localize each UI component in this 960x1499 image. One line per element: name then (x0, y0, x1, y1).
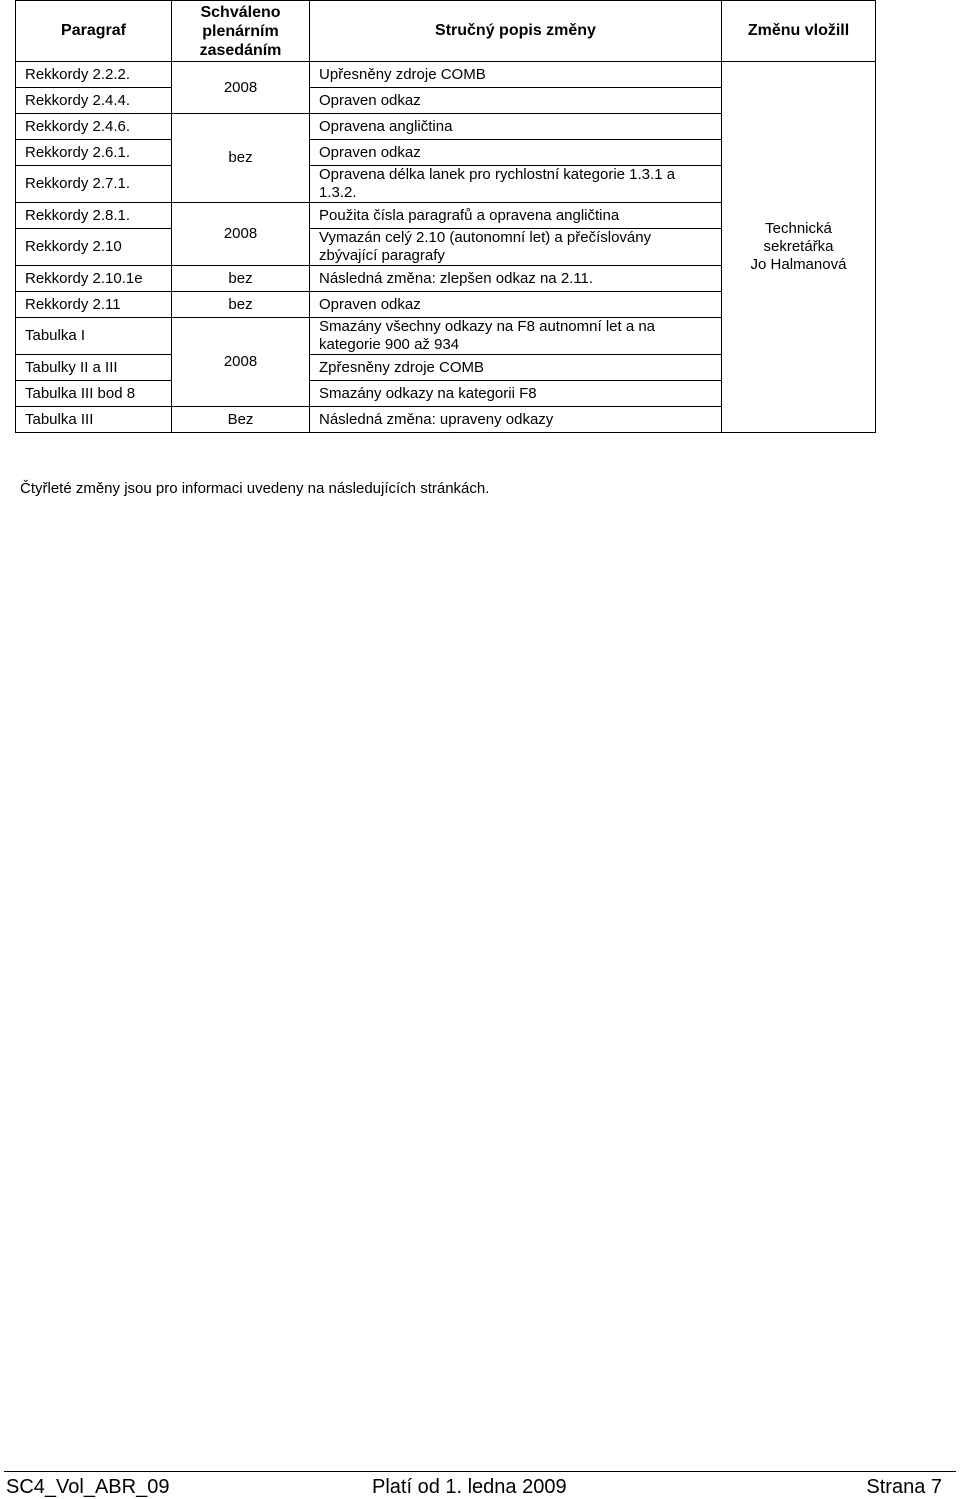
description-cell: Následná změna: upraveny odkazy (310, 407, 722, 433)
paragraph-cell: Rekkordy 2.7.1. (16, 166, 172, 203)
paragraph-cell: Rekkordy 2.11 (16, 292, 172, 318)
description-cell: Použita čísla paragrafů a opravena angličtina (310, 203, 722, 229)
header-approved-line: plenárním (202, 22, 279, 40)
paragraph-cell: Tabulka III (16, 407, 172, 433)
paragraph-cell: Tabulky II a III (16, 355, 172, 381)
header-approved-line: Schváleno (200, 3, 281, 21)
author-line: Jo Halmanová (750, 256, 847, 273)
table-row (16, 62, 876, 88)
approved-cell: bez (172, 266, 310, 292)
footer-valid-from: Platí od 1. ledna 2009 (372, 1476, 567, 1498)
note-text: Čtyřleté změny jsou pro informaci uvedeny na následujících stránkách. (20, 480, 490, 497)
description-cell: Opravena délka lanek pro rychlostní kategorie 1.3.1 a 1.3.2. (310, 166, 722, 203)
description-cell: Vymazán celý 2.10 (autonomní let) a přečíslovány zbývající paragrafy (310, 229, 722, 266)
description-cell: Upřesněny zdroje COMB (310, 62, 722, 88)
approved-cell: 2008 (172, 318, 310, 407)
approved-cell: 2008 (172, 62, 310, 114)
description-cell: Opraven odkaz (310, 88, 722, 114)
paragraph-cell: Tabulka III bod 8 (16, 381, 172, 407)
header-approved-line: zasedáním (199, 41, 282, 59)
approved-cell: Bez (172, 407, 310, 433)
description-cell: Zpřesněny zdroje COMB (310, 355, 722, 381)
author-line: sekretářka (763, 238, 834, 255)
description-cell: Smazány všechny odkazy na F8 autnomní let a na kategorie 900 až 934 (310, 318, 722, 355)
approved-cell: 2008 (172, 203, 310, 266)
description-cell: Opraven odkaz (310, 140, 722, 166)
paragraph-cell: Rekkordy 2.10.1e (16, 266, 172, 292)
footer-divider (4, 1471, 956, 1472)
paragraph-cell: Rekkordy 2.4.6. (16, 114, 172, 140)
footer-document-id: SC4_Vol_ABR_09 (6, 1476, 170, 1498)
paragraph-cell: Tabulka I (16, 318, 172, 355)
description-cell: Následná změna: zlepšen odkaz na 2.11. (310, 266, 722, 292)
description-cell: Opravena angličtina (310, 114, 722, 140)
header-paragraph: Paragraf (16, 1, 172, 62)
header-approved (172, 1, 310, 62)
paragraph-cell: Rekkordy 2.4.4. (16, 88, 172, 114)
footer-page-number: Strana 7 (866, 1476, 942, 1498)
header-description: Stručný popis změny (310, 1, 722, 62)
description-cell: Smazány odkazy na kategorii F8 (310, 381, 722, 407)
paragraph-cell: Rekkordy 2.2.2. (16, 62, 172, 88)
approved-cell: bez (172, 114, 310, 203)
amendments-table (15, 0, 876, 433)
table-header-row (16, 1, 876, 62)
paragraph-cell: Rekkordy 2.10 (16, 229, 172, 266)
paragraph-cell: Rekkordy 2.6.1. (16, 140, 172, 166)
paragraph-cell: Rekkordy 2.8.1. (16, 203, 172, 229)
author-line: Technická (765, 220, 832, 237)
header-author: Změnu vložill (722, 1, 876, 62)
approved-cell: bez (172, 292, 310, 318)
description-cell: Opraven odkaz (310, 292, 722, 318)
author-cell (722, 62, 876, 433)
